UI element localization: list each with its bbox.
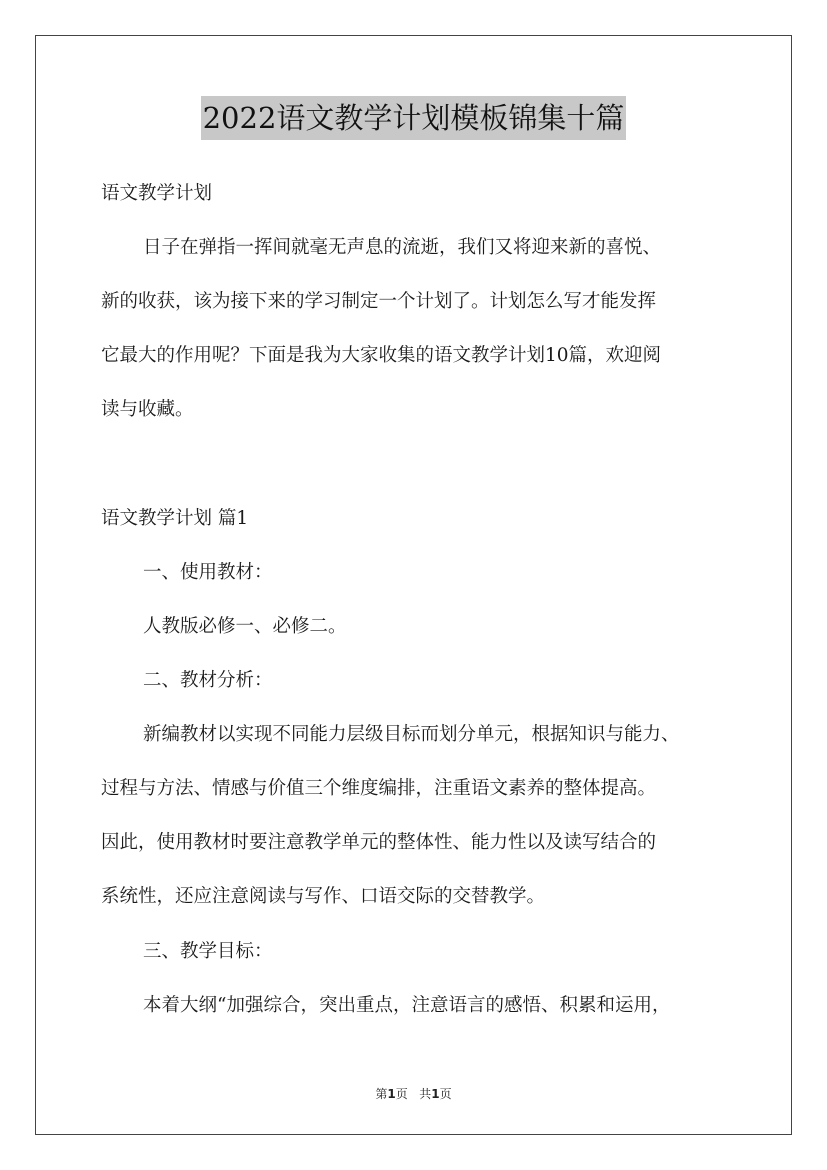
footer-page-number: 1: [387, 1087, 396, 1101]
footer-prefix: 第: [375, 1087, 388, 1101]
item3-body-line: 本着大纲“加强综合，突出重点，注意语言的感悟、积累和运用，: [143, 995, 671, 1016]
intro-paragraph-line: 读与收藏。: [101, 399, 194, 420]
footer-total-pages: 1: [431, 1087, 440, 1101]
item2-body-line: 过程与方法、情感与价值三个维度编排，注重语文素养的整体提高。: [101, 778, 657, 799]
document-title: 2022语文教学计划模板锦集十篇: [201, 96, 627, 140]
title-container: [0, 96, 827, 140]
section1-heading: 语文教学计划 篇1: [101, 508, 249, 529]
item1-body: 人教版必修一、必修二。: [143, 616, 347, 637]
footer-page-suffix: 页: [395, 1087, 408, 1101]
intro-heading: 语文教学计划: [101, 183, 213, 204]
item2-body-line: 因此，使用教材时要注意教学单元的整体性、能力性以及读写结合的: [101, 832, 657, 853]
item1-heading: 一、使用教材：: [143, 562, 273, 583]
item3-heading: 三、教学目标：: [143, 941, 273, 962]
footer-total-prefix: 共: [419, 1087, 432, 1101]
footer-total-suffix: 页: [439, 1087, 452, 1101]
intro-paragraph-line: 日子在弹指一挥间就毫无声息的流逝，我们又将迎来新的喜悦、: [143, 237, 662, 258]
item2-body-line: 系统性，还应注意阅读与写作、口语交际的交替教学。: [101, 886, 546, 907]
item2-body-line: 新编教材以实现不同能力层级目标而划分单元，根据知识与能力、: [143, 724, 680, 745]
item2-heading: 二、教材分析：: [143, 670, 273, 691]
intro-paragraph-line: 新的收获，该为接下来的学习制定一个计划了。计划怎么写才能发挥: [101, 291, 657, 312]
page-footer: [0, 1085, 827, 1102]
intro-paragraph-line: 它最大的作用呢？下面是我为大家收集的语文教学计划10篇，欢迎阅: [101, 345, 662, 366]
